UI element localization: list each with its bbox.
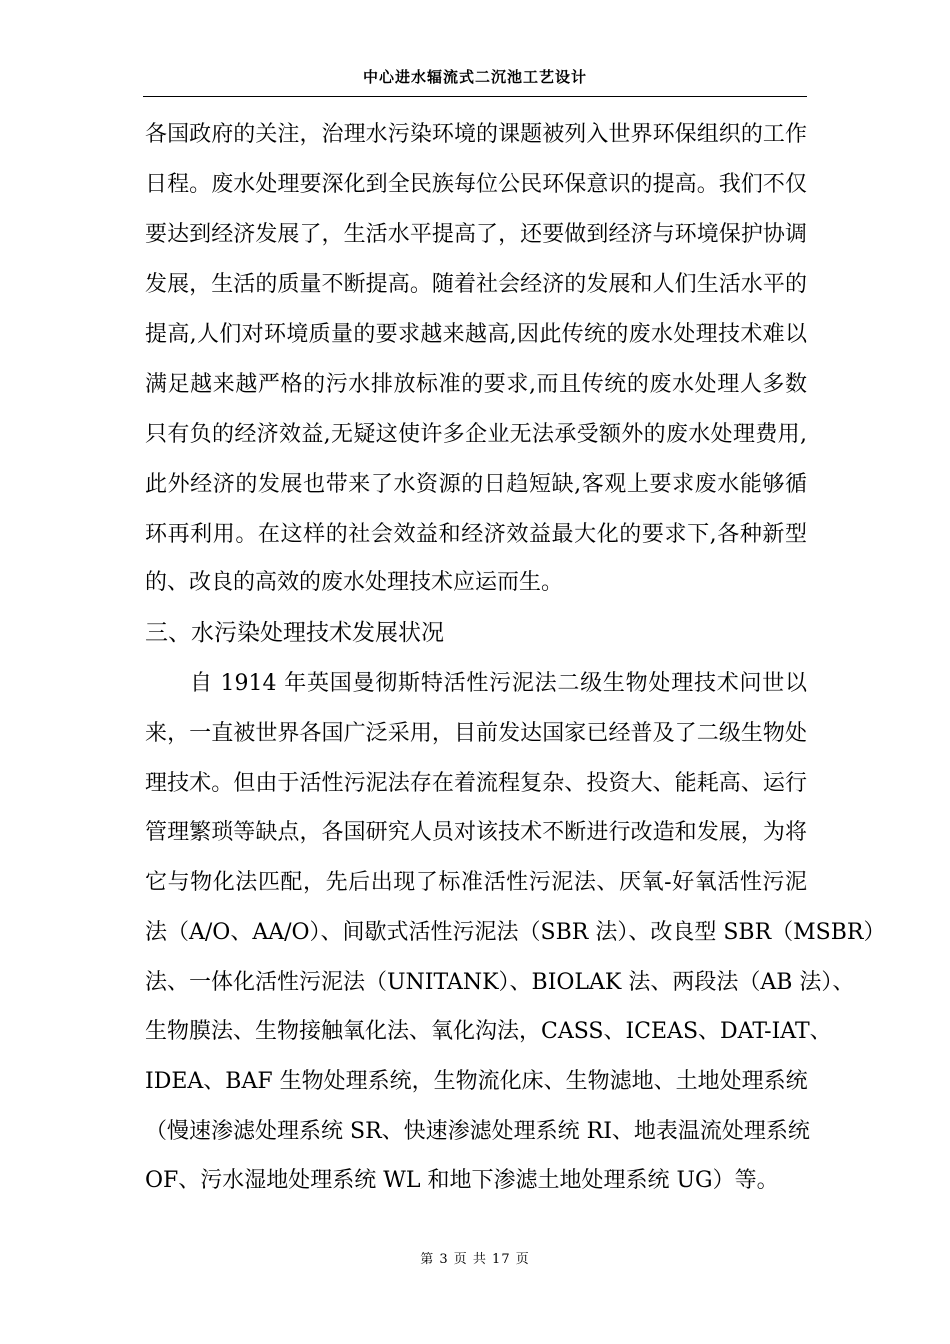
paragraph-1-line-7: 只有负的经济效益,无疑这使许多企业无法承受额外的废水处理费用, bbox=[145, 422, 807, 447]
paragraph-2-line-6: 法（A/O、AA/O）、间歇式活性污泥法（SBR 法）、改良型 SBR（MSBR） bbox=[145, 920, 886, 945]
paragraph-1-line-10: 的、改良的高效的废水处理技术应运而生。 bbox=[145, 570, 564, 595]
paragraph-1-line-8: 此外经济的发展也带来了水资源的日趋短缺,客观上要求废水能够循 bbox=[145, 472, 807, 497]
paragraph-2-line-10: （慢速渗滤处理系统 SR、快速渗滤处理系统 RI、地表温流处理系统 bbox=[145, 1119, 810, 1144]
paragraph-1-line-5: 提高,人们对环境质量的要求越来越高,因此传统的废水处理技术难以 bbox=[145, 322, 807, 347]
paragraph-2-line-5: 它与物化法匹配，先后出现了标准活性污泥法、厌氧-好氧活性污泥 bbox=[145, 870, 807, 895]
paragraph-1-line-3: 要达到经济发展了，生活水平提高了，还要做到经济与环境保护协调 bbox=[145, 222, 807, 247]
paragraph-1-line-9: 环再利用。在这样的社会效益和经济效益最大化的要求下,各种新型 bbox=[145, 522, 807, 547]
header-divider bbox=[143, 96, 807, 97]
page-number-footer: 第 3 页 共 17 页 bbox=[420, 1252, 530, 1267]
paragraph-1-line-2: 日程。废水处理要深化到全民族每位公民环保意识的提高。我们不仅 bbox=[145, 172, 807, 197]
paragraph-2-line-7: 法、一体化活性污泥法（UNITANK）、BIOLAK 法、两段法（AB 法）、 bbox=[145, 970, 855, 995]
paragraph-2-line-3: 理技术。但由于活性污泥法存在着流程复杂、投资大、能耗高、运行 bbox=[145, 771, 807, 796]
section-heading: 三、水污染处理技术发展状况 bbox=[145, 620, 444, 646]
paragraph-2-line-4: 管理繁琐等缺点，各国研究人员对该技术不断进行改造和发展，为将 bbox=[145, 820, 807, 845]
paragraph-1-line-6: 满足越来越严格的污水排放标准的要求,而且传统的废水处理人多数 bbox=[145, 372, 807, 397]
paragraph-2-line-9: IDEA、BAF 生物处理系统，生物流化床、生物滤地、土地处理系统 bbox=[145, 1069, 808, 1094]
paragraph-1-line-4: 发展，生活的质量不断提高。随着社会经济的发展和人们生活水平的 bbox=[145, 272, 807, 297]
paragraph-1-line-1: 各国政府的关注，治理水污染环境的课题被列入世界环保组织的工作 bbox=[145, 122, 807, 147]
paragraph-2-line-11: OF、污水湿地处理系统 WL 和地下渗滤土地处理系统 UG）等。 bbox=[145, 1168, 779, 1193]
paragraph-2-line-1: 自 1914 年英国曼彻斯特活性污泥法二级生物处理技术问世以 bbox=[190, 671, 807, 696]
running-header: 中心进水辐流式二沉池工艺设计 bbox=[362, 68, 587, 86]
paragraph-2-line-2: 来，一直被世界各国广泛采用，目前发达国家已经普及了二级生物处 bbox=[145, 721, 807, 746]
paragraph-2-line-8: 生物膜法、生物接触氧化法、氧化沟法，CASS、ICEAS、DAT-IAT、 bbox=[145, 1019, 832, 1044]
